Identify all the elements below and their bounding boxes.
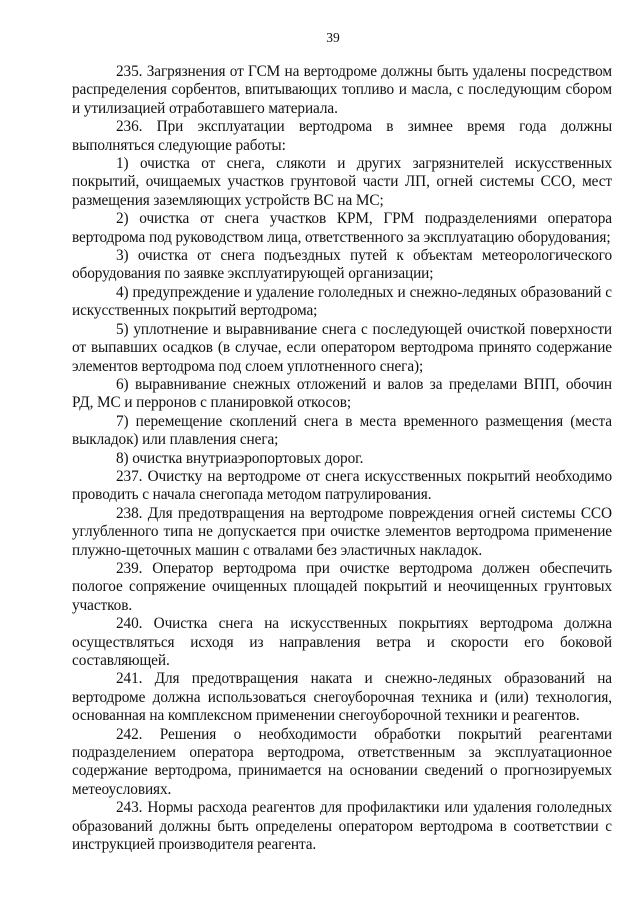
paragraph-242: 242. Решения о необходимости обработки покрытий реагентами подразделением оператора вертодрома, ответственным за эксплуатационное содержание вертодрома, принимается на основании сведений о прогнозируемых метеоусловиях. — [72, 725, 612, 798]
paragraph-238: 238. Для предотвращения на вертодроме повреждения огней системы ССО углубленного типа не допускается при очистке элементов вертодрома применение плужно-щеточных машин с отвалами без эластичных накладок. — [72, 504, 612, 559]
paragraph-241: 241. Для предотвращения наката и снежно-ледяных образований на вертодроме должна использоваться снегоуборочная техника и (или) технология, основанная на комплексном применении снегоуборочной техники и реагентов. — [72, 670, 612, 725]
page-number: 39 — [326, 30, 340, 45]
paragraph-243: 243. Нормы расхода реагентов для профилактики или удаления гололедных образований должны быть определены оператором вертодрома в соответствии с инструкцией производителя реагента. — [72, 799, 612, 854]
paragraph-236: 236. При эксплуатации вертодрома в зимнее время года должны выполняться следующие работы: — [72, 118, 612, 154]
document-body — [72, 63, 612, 854]
list-item-2: 2) очистка от снега участков КРМ, ГРМ подразделениями оператора вертодрома под руководством лица, ответственного за эксплуатацию оборудования; — [72, 210, 612, 246]
list-item-1: 1) очистка от снега, слякоти и других загрязнителей искусственных покрытий, очищаемых участков грунтовой части ЛП, огней системы ССО, мест размещения заземляющих устройств ВС на МС; — [72, 155, 612, 209]
list-item-7: 7) перемещение скоплений снега в места временного размещения (места выкладок) или плавления снега; — [72, 412, 612, 449]
list-item-6: 6) выравнивание снежных отложений и валов за пределами ВПП, обочин РД, МС и перронов с планировкой откосов; — [72, 375, 612, 412]
document-page — [72, 30, 612, 854]
list-item-4: 4) предупреждение и удаление гололедных и снежно-ледяных образований с искусственных покрытий вертодрома; — [72, 283, 612, 320]
paragraph-239: 239. Оператор вертодрома при очистке вертодрома должен обеспечить пологое сопряжение очищенных площадей покрытий и неочищенных грунтовых участков. — [72, 559, 612, 614]
paragraph-235: 235. Загрязнения от ГСМ на вертодроме должны быть удалены посредством распределения сорбентов, впитывающих топливо и масла, с последующим сбором и утилизацией отработавшего материала. — [72, 63, 612, 117]
list-item-3: 3) очистка от снега подъездных путей к объектам метеорологического оборудования по заявке эксплуатирующей организации; — [72, 247, 612, 283]
list-item-5: 5) уплотнение и выравнивание снега с последующей очисткой поверхности от выпавших осадков (в случае, если оператором вертодрома принято содержание элементов вертодрома под слоем уплотненного снега); — [72, 320, 612, 375]
paragraph-240: 240. Очистка снега на искусственных покрытиях вертодрома должна осуществляться исходя из направления ветра и скорости его боковой составляющей. — [72, 615, 612, 669]
paragraph-237: 237. Очистку на вертодроме от снега искусственных покрытий необходимо проводить с начала снегопада методом патрулирования. — [72, 467, 612, 504]
list-item-8: 8) очистка внутриаэропортовых дорог. — [116, 449, 364, 467]
